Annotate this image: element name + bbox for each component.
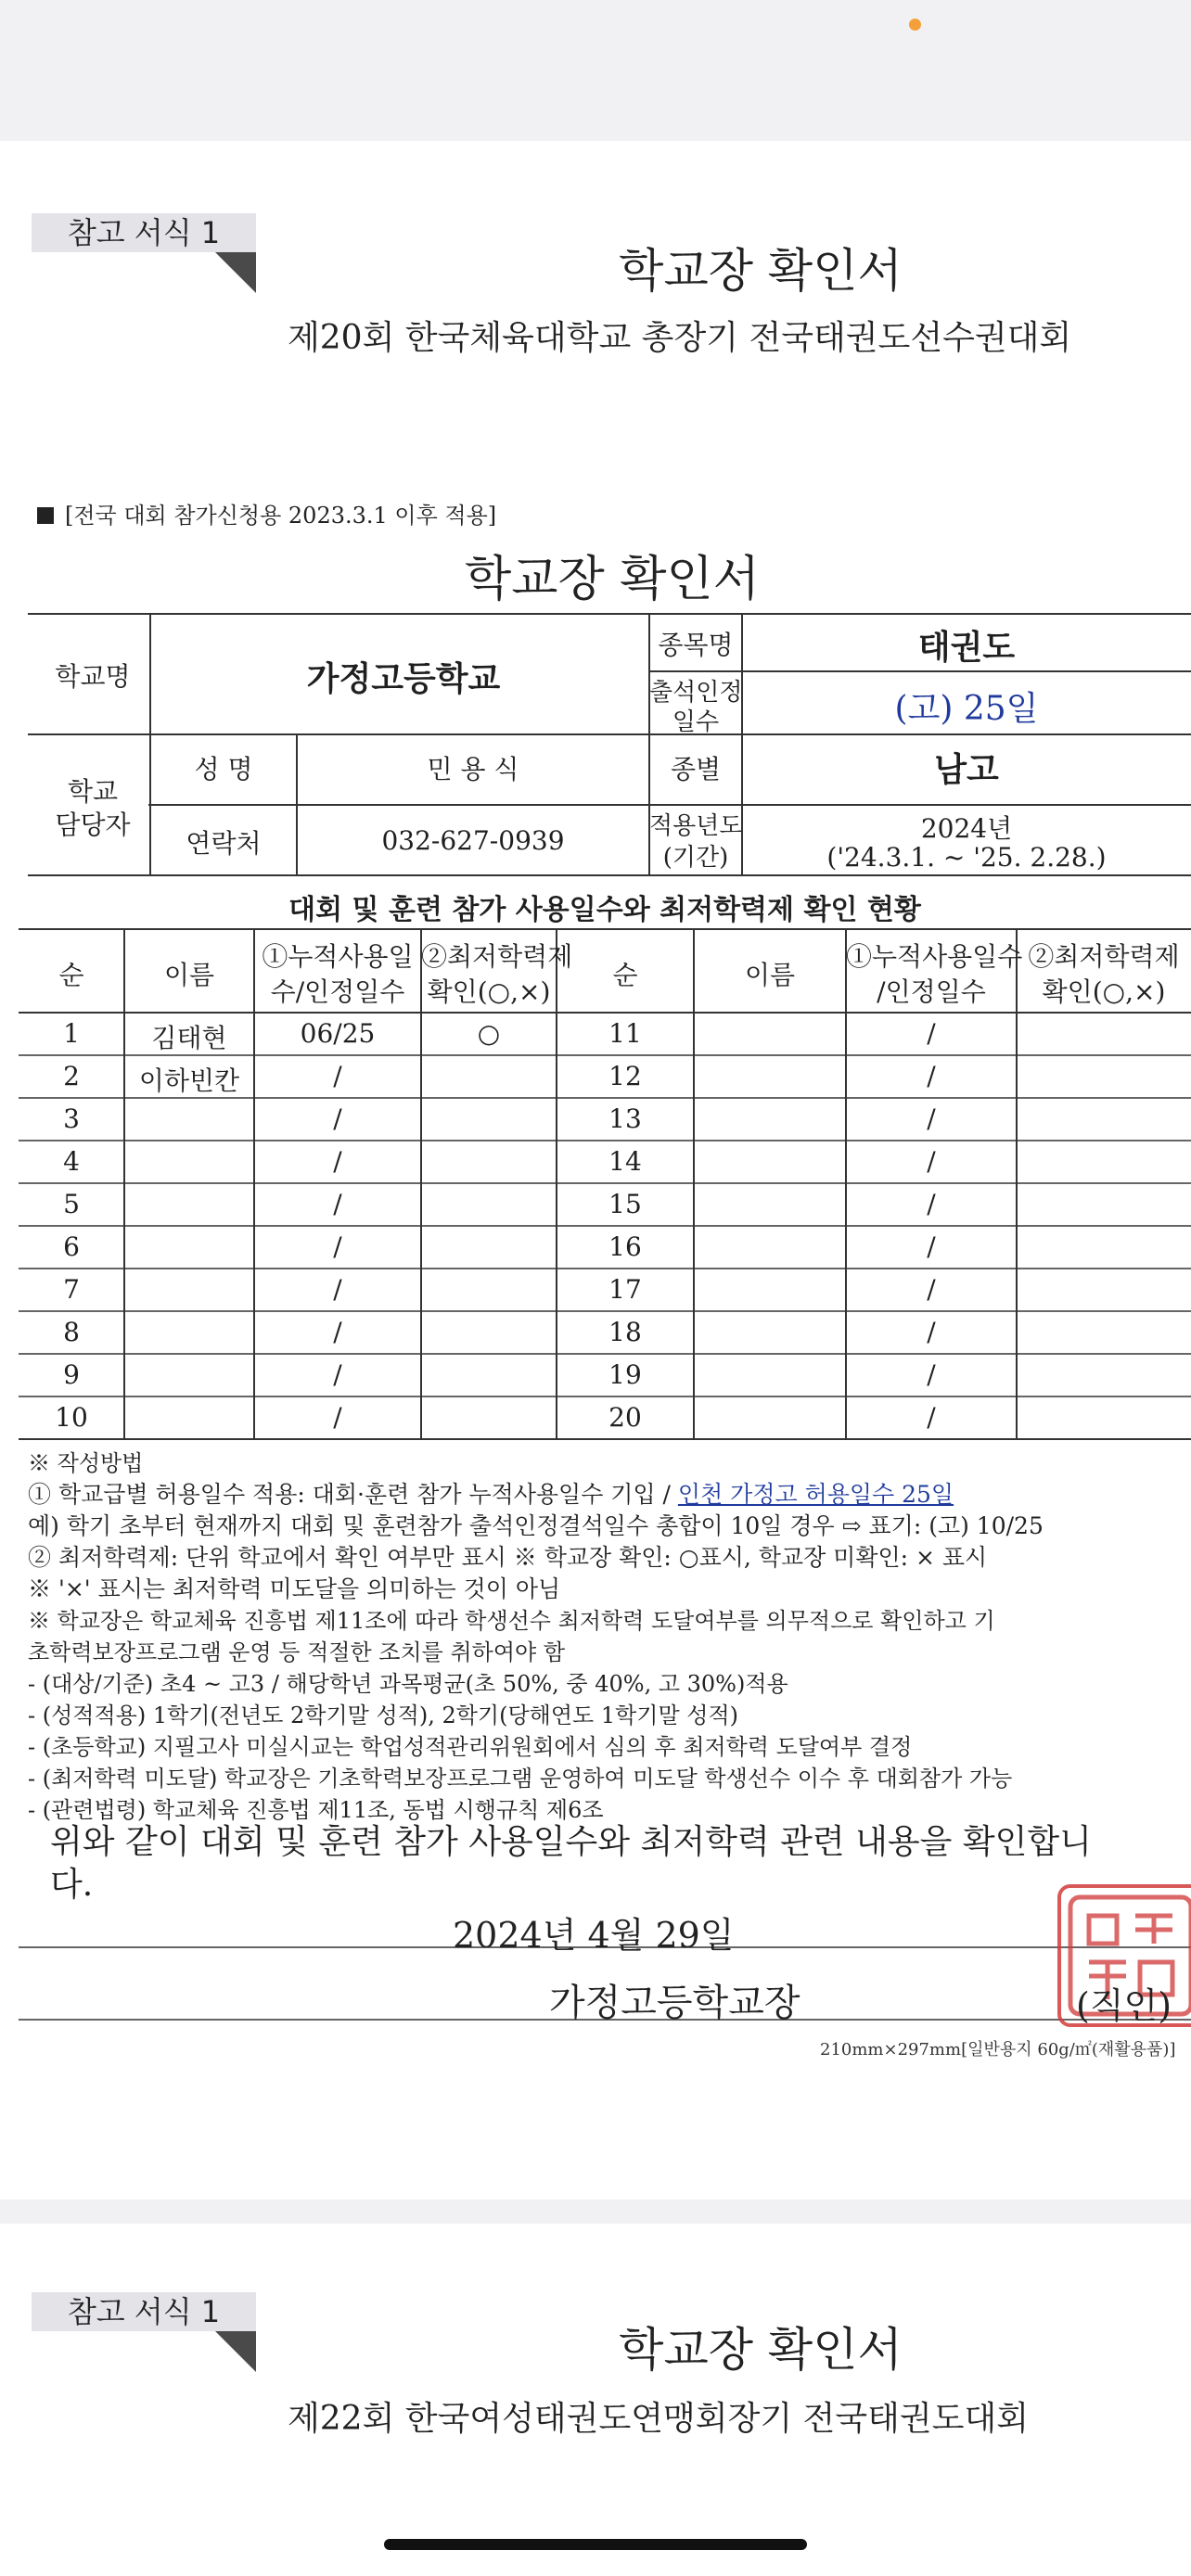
category-value: 남고 xyxy=(934,750,999,789)
row-days-used-right: / xyxy=(927,1274,936,1305)
home-indicator[interactable] xyxy=(384,2539,807,2550)
document-page-2[interactable] xyxy=(0,2224,1191,2576)
row-number-right: 16 xyxy=(608,1231,642,1262)
note-1-example: 예) 학기 초부터 현재까지 대회 및 훈련참가 출석인정결석일수 총합이 10일 경우 ⇨ 표기: (고) 10/25 xyxy=(28,1512,1044,1539)
row-number-right: 18 xyxy=(608,1317,642,1347)
note-10: - (관련법령) 학교체육 진흥법 제11조, 동법 시행규칙 제6조 xyxy=(28,1797,604,1823)
row-days-used-right: / xyxy=(927,1402,936,1433)
application-note-text: [전국 대회 참가신청용 2023.3.1 이후 적용] xyxy=(65,503,497,529)
reference-form-tag: 참고 서식 1 xyxy=(32,213,256,252)
row-number: 6 xyxy=(63,1231,80,1262)
seal-label: (직인) xyxy=(1076,1985,1172,2026)
row-number: 4 xyxy=(63,1146,80,1177)
col-header-min-right-1: ②최저학력제 xyxy=(1028,941,1180,972)
event-label: 종목명 xyxy=(658,630,734,660)
row-number: 10 xyxy=(55,1402,88,1433)
row-number-right: 13 xyxy=(608,1103,642,1134)
col-header-no-right: 순 xyxy=(612,960,638,990)
row-number-right: 15 xyxy=(608,1189,642,1219)
row-days-used-right: / xyxy=(927,1061,936,1091)
row-number-right: 20 xyxy=(608,1402,642,1433)
competition-name-2: 제22회 한국여성태권도연맹회장기 전국태권도대회 xyxy=(288,2400,1029,2438)
year-label-2: (기간) xyxy=(662,844,729,872)
notes-head: ※ 작성방법 xyxy=(28,1450,144,1476)
row-days-used-right: / xyxy=(927,1231,936,1262)
period-value: ('24.3.1. ~ '25. 2.28.) xyxy=(826,842,1107,873)
col-header-days-2: 수/인정일수 xyxy=(270,976,405,1007)
col-header-days-right-2: /인정일수 xyxy=(877,976,986,1007)
row-days-used: / xyxy=(333,1231,342,1262)
note-9: - (최저학력 미도달) 학교장은 기초학력보장프로그램 운영하여 미도달 학생선수 이수 후 대회참가 가능 xyxy=(28,1766,1013,1792)
manager-label-2: 담당자 xyxy=(55,810,131,840)
note-1 xyxy=(28,1476,954,1510)
attendance-label-1: 출석인정 xyxy=(649,679,743,707)
note-4: ※ 학교장은 학교체육 진흥법 제11조에 따라 학생선수 최저학력 도달여부를 의무적으로 확인하고 기 xyxy=(28,1608,995,1634)
note-6: - (대상/기준) 초4 ~ 고3 / 해당학년 과목평균(초 50%, 중 40%, 고 30%)적용 xyxy=(28,1671,788,1697)
year-value: 2024년 xyxy=(920,813,1013,844)
row-days-used: / xyxy=(333,1103,342,1134)
contact-label: 연락처 xyxy=(186,828,262,859)
attendance-label-2: 일수 xyxy=(672,708,720,736)
note-7: - (성적적용) 1학기(전년도 2학기말 성적), 2학기(당해연도 1학기말 성적) xyxy=(28,1702,738,1728)
row-days-used-right: / xyxy=(927,1189,936,1219)
row-number-right: 14 xyxy=(608,1146,642,1177)
reference-form-tag-2: 참고 서식 1 xyxy=(32,2292,256,2331)
row-number-right: 11 xyxy=(608,1018,642,1049)
document-title-2: 학교장 확인서 xyxy=(619,2323,903,2377)
col-header-no: 순 xyxy=(58,960,84,990)
competition-name: 제20회 한국체육대학교 총장기 전국태권도선수권대회 xyxy=(288,319,1072,357)
issue-date: 2024년 4월 29일 xyxy=(453,1915,735,1956)
row-days-used: / xyxy=(333,1317,342,1347)
tag-corner-mark-2 xyxy=(215,2331,256,2372)
col-header-min-2: 확인(○,×) xyxy=(427,976,551,1007)
school-name: 가정고등학교 xyxy=(306,659,501,698)
row-number-right: 12 xyxy=(608,1061,642,1091)
row-number: 1 xyxy=(63,1018,80,1049)
col-header-min-right-2: 확인(○,×) xyxy=(1042,976,1166,1007)
school-label: 학교명 xyxy=(55,661,131,692)
category-label: 종별 xyxy=(670,754,722,784)
row-days-used-right: / xyxy=(927,1146,936,1177)
principal-signature: 가정고등학교장 xyxy=(549,1982,800,2024)
row-days-used: 06/25 xyxy=(300,1018,376,1049)
row-number: 7 xyxy=(63,1274,80,1305)
row-student-name: 김태현 xyxy=(151,1023,227,1053)
row-days-used: / xyxy=(333,1189,342,1219)
row-days-used: / xyxy=(333,1402,342,1433)
row-student-name: 이하빈칸 xyxy=(138,1065,240,1096)
row-number-right: 17 xyxy=(608,1274,642,1305)
row-days-used-right: / xyxy=(927,1317,936,1347)
contact-phone: 032-627-0939 xyxy=(381,825,565,856)
note-5: 초학력보장프로그램 운영 등 적절한 조치를 취하여야 함 xyxy=(28,1639,566,1665)
row-days-used-right: / xyxy=(927,1103,936,1134)
manager-label-1: 학교 xyxy=(67,776,119,807)
row-min-academic: ○ xyxy=(477,1018,501,1049)
row-days-used: / xyxy=(333,1274,342,1305)
confirmation-text-1: 위와 같이 대회 및 훈련 참가 사용일수와 최저학력 관련 내용을 확인합니 xyxy=(50,1823,1092,1861)
row-number: 8 xyxy=(63,1317,80,1347)
document-title: 학교장 확인서 xyxy=(619,244,903,298)
status-indicator-dot xyxy=(909,19,921,31)
row-days-used-right: / xyxy=(927,1359,936,1390)
event-value: 태권도 xyxy=(917,628,1016,667)
row-number: 3 xyxy=(63,1103,80,1134)
confirmation-text-2: 다. xyxy=(50,1866,94,1904)
row-number: 5 xyxy=(63,1189,80,1219)
col-header-days-right-1: ①누적사용일수 xyxy=(846,941,1023,972)
note-8: - (초등학교) 지필고사 미실시교는 학업성적관리위원회에서 심의 후 최저학력 도달여부 결정 xyxy=(28,1734,913,1760)
row-days-used: / xyxy=(333,1359,342,1390)
note-1-text: ① 학교급별 허용일수 적용: 대회·훈련 참가 누적사용일수 기입 / xyxy=(28,1481,678,1508)
allowed-days-link[interactable]: 인천 가정고 허용일수 25일 xyxy=(677,1481,954,1508)
col-header-name-right: 이름 xyxy=(744,960,796,990)
paper-size-note: 210mm×297mm[일반용지 60g/㎡(재활용품)] xyxy=(820,2040,1176,2060)
section-title: 대회 및 훈련 참가 사용일수와 최저학력제 확인 현황 xyxy=(288,894,921,926)
manager-name: 민 용 식 xyxy=(427,754,519,784)
row-days-used: / xyxy=(333,1146,342,1177)
row-number-right: 19 xyxy=(608,1359,642,1390)
name-label: 성 명 xyxy=(194,754,253,784)
col-header-min-1: ②최저학력제 xyxy=(421,941,573,972)
form-title: 학교장 확인서 xyxy=(465,552,760,607)
col-header-name: 이름 xyxy=(163,960,215,990)
attendance-value: (고) 25일 xyxy=(894,690,1039,728)
row-days-used: / xyxy=(333,1061,342,1091)
row-days-used-right: / xyxy=(927,1018,936,1049)
year-label-1: 적용년도 xyxy=(649,812,743,840)
row-number: 9 xyxy=(63,1359,80,1390)
row-number: 2 xyxy=(63,1061,80,1091)
note-2: ② 최저학력제: 단위 학교에서 확인 여부만 표시 ※ 학교장 확인: ○표시, 학교장 미확인: × 표시 xyxy=(28,1544,988,1571)
col-header-days-1: ①누적사용일 xyxy=(262,941,414,972)
note-3: ※ '×' 표시는 최저학력 미도달을 의미하는 것이 아님 xyxy=(28,1575,561,1602)
document-page-1[interactable] xyxy=(0,141,1191,2200)
